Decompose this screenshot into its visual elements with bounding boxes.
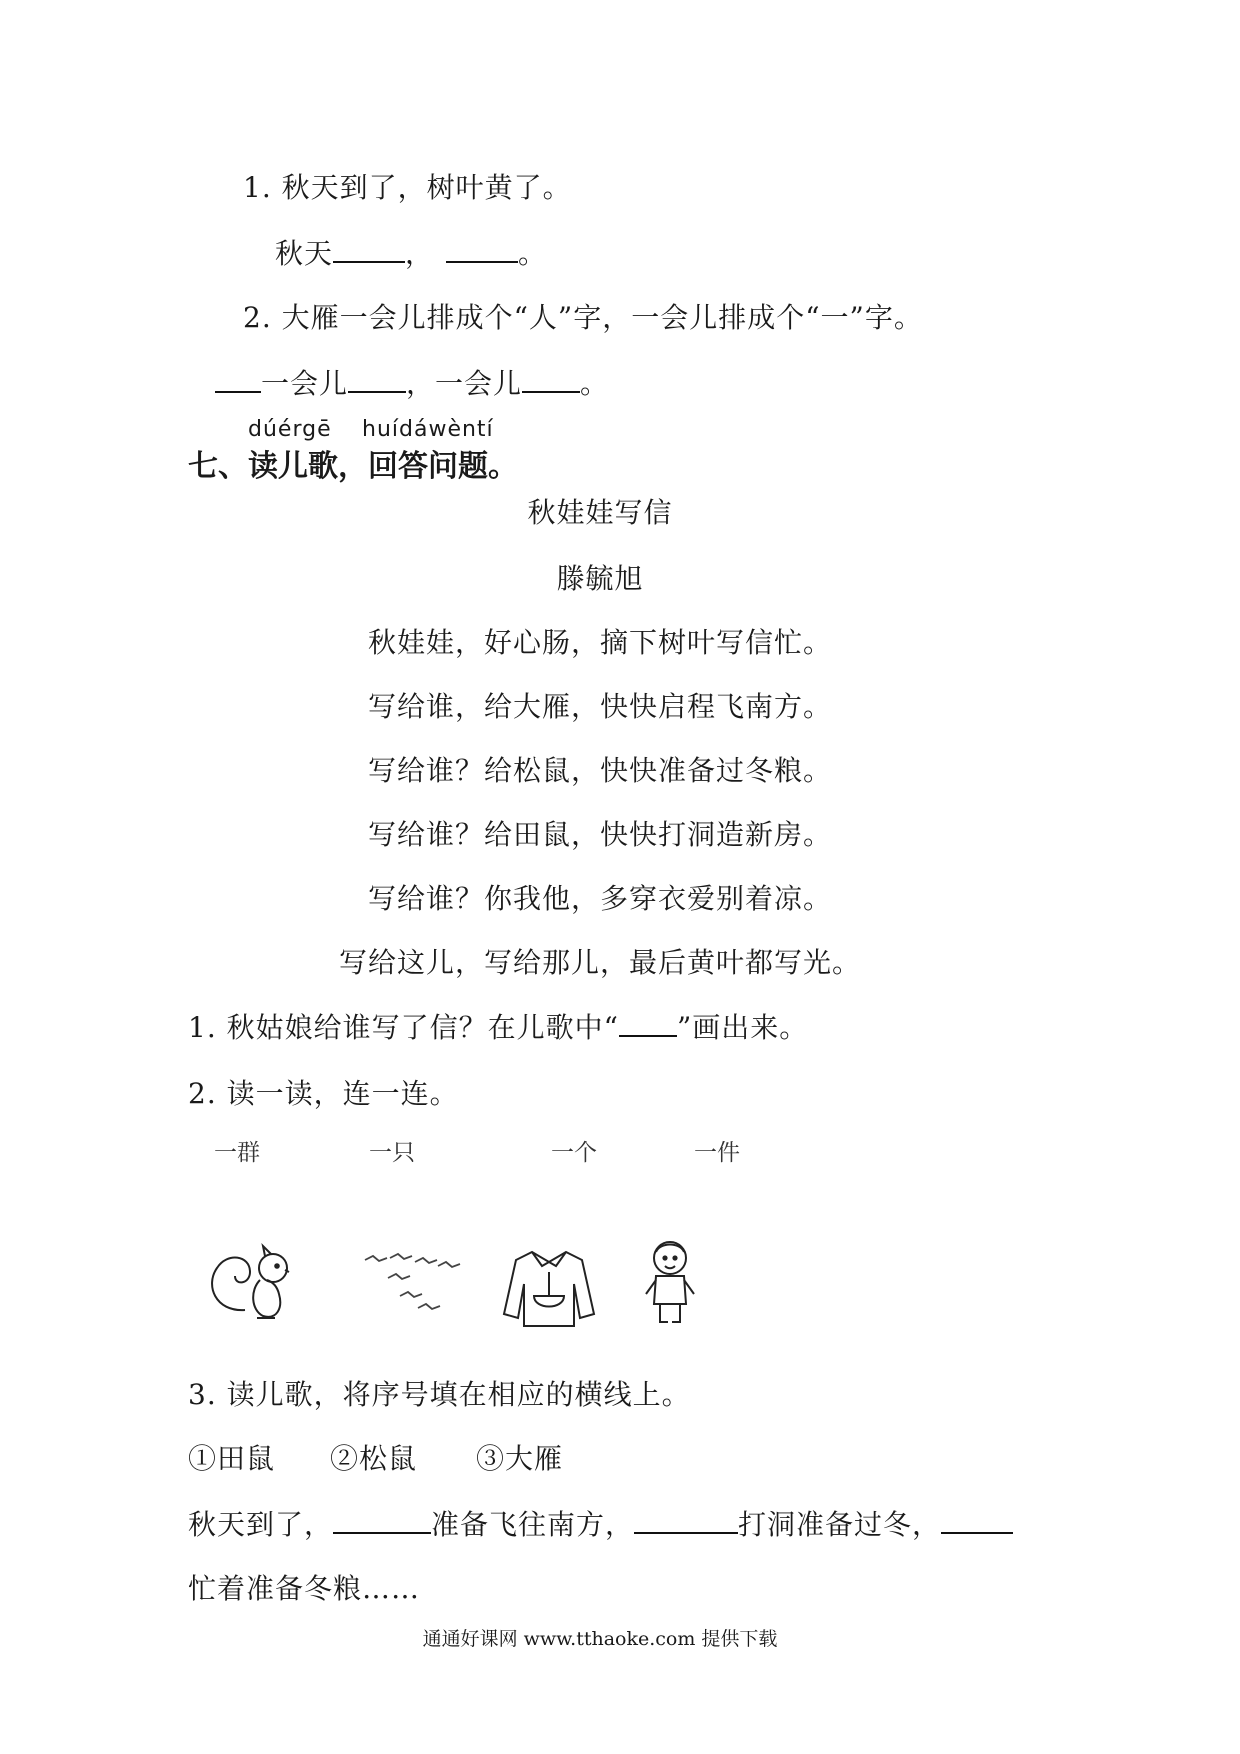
section-heading: 七、读儿歌，回答问题。 [188,449,518,484]
measure-word[interactable]: 一只 [369,1140,415,1166]
poem-line: 写给谁？给松鼠，快快准备过冬粮。 [367,754,832,787]
exercise-q2-pattern [215,362,609,402]
pattern-mid1: 一会儿 [261,367,349,400]
underline-sample [619,1011,677,1037]
pattern-comma: ， [405,237,435,270]
jacket-icon[interactable] [502,1244,597,1329]
footer-credit: 通通好课网 www.tthaoke.com 提供下载 [422,1628,778,1650]
answer-blank[interactable] [522,367,580,393]
answer-blank[interactable] [333,1508,431,1534]
poem-author: 滕毓旭 [556,562,644,595]
question-1-suffix: ”画出来。 [676,1011,809,1044]
poem-line: 写给谁，给大雁，快快启程飞南方。 [367,690,832,723]
fill-in-continuation: 忙着准备冬粮…… [188,1572,421,1605]
fill-text: 打洞准备过冬， [738,1508,942,1541]
squirrel-icon[interactable] [205,1240,305,1325]
geese-flock-icon[interactable] [360,1248,470,1318]
poem-line: 写给谁？你我他，多穿衣爱别着凉。 [367,882,832,915]
question-1 [188,1006,808,1046]
exercise-q1-pattern [275,232,547,272]
fill-in-sentence [188,1503,1013,1543]
pattern-end: 。 [580,367,610,400]
pinyin-du-er-ge: dúérgē [248,417,332,442]
pattern-end: 。 [518,237,548,270]
answer-blank[interactable] [215,367,261,393]
poem-line: 秋娃娃，好心肠，摘下树叶写信忙。 [367,626,832,659]
answer-blank[interactable] [634,1508,738,1534]
option: ②松鼠 [330,1442,418,1475]
exercise-q1-sentence: 1. 秋天到了，树叶黄了。 [243,171,572,204]
option: ①田鼠 [188,1442,276,1475]
pattern-start: 秋天 [275,237,334,270]
poem-line: 写给这儿，写给那儿，最后黄叶都写光。 [338,946,861,979]
pattern-mid2: ，一会儿 [406,367,523,400]
poem-line: 写给谁？给田鼠，快快打洞造新房。 [367,818,832,851]
answer-blank[interactable] [333,237,405,263]
answer-blank[interactable] [941,1508,1013,1534]
exercise-q2-sentence: 2. 大雁一会儿排成个“人”字，一会儿排成个“一”字。 [243,301,923,334]
answer-blank[interactable] [348,367,406,393]
pinyin-hui-da-wen-ti: huídáwèntí [362,417,494,442]
option: ③大雁 [476,1442,564,1475]
child-icon[interactable] [640,1236,700,1330]
answer-blank[interactable] [446,237,518,263]
measure-word[interactable]: 一个 [551,1140,597,1166]
question-2: 2. 读一读，连一连。 [188,1077,459,1110]
fill-text: 秋天到了， [188,1508,334,1541]
question-3: 3. 读儿歌，将序号填在相应的横线上。 [188,1378,691,1411]
fill-text: 准备飞往南方， [431,1508,635,1541]
measure-word[interactable]: 一群 [214,1140,260,1166]
question-1-prefix: 1. 秋姑娘给谁写了信？在儿歌中“ [188,1011,619,1044]
poem-title: 秋娃娃写信 [527,496,673,529]
measure-word[interactable]: 一件 [694,1140,740,1166]
